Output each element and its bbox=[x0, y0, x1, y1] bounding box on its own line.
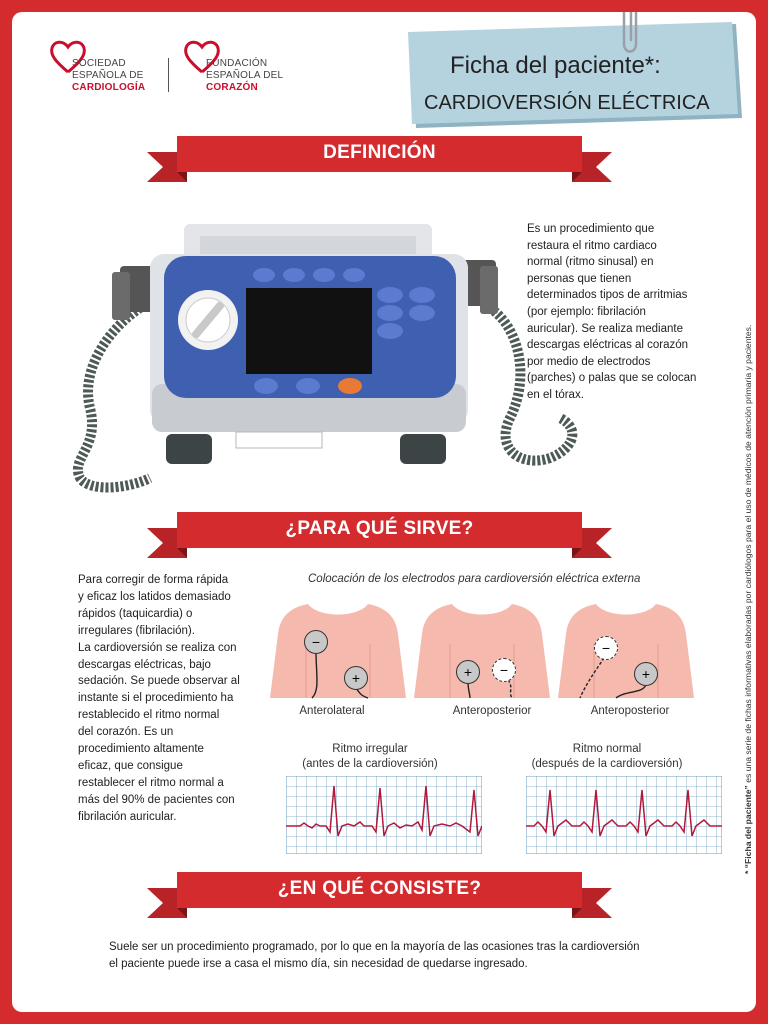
electrode-sign: + bbox=[641, 666, 651, 682]
logo-line: FUNDACIÓN bbox=[206, 58, 268, 69]
text-line: del corazón. Es un bbox=[78, 726, 174, 739]
electrode-label: Anterolateral bbox=[299, 705, 365, 717]
electrode-negative bbox=[594, 636, 618, 660]
ecg-irregular bbox=[286, 776, 482, 854]
text-line: por medio de electrodos bbox=[527, 355, 651, 368]
electrode-sign: + bbox=[463, 664, 473, 680]
electrode-negative bbox=[304, 630, 328, 654]
rhythm-irregular-label bbox=[288, 742, 452, 772]
electrode-positive bbox=[456, 660, 480, 684]
text-line: descargas eléctricas, bajo bbox=[78, 658, 211, 671]
side-note-bold: * “Ficha del paciente” bbox=[743, 785, 753, 874]
text-line: rápidos (taquicardia) o bbox=[78, 607, 193, 620]
consiste-text bbox=[109, 939, 709, 973]
text-line: instante si el procedimiento ha bbox=[78, 692, 234, 705]
text-line: Para corregir de forma rápida bbox=[78, 574, 229, 586]
patient-sheet bbox=[12, 12, 756, 1012]
text-line: en el tórax. bbox=[527, 388, 584, 401]
logo-line: ESPAÑOLA DEL bbox=[206, 70, 284, 81]
text-line: eficaz, que consigue bbox=[78, 759, 183, 772]
text-line: personas que tienen bbox=[527, 272, 632, 285]
defibrillator-illustration bbox=[50, 208, 590, 508]
sec-logo bbox=[48, 38, 158, 98]
text-line: (parches) o palas que se colocan bbox=[527, 372, 697, 385]
torso-anteroposterior-side bbox=[556, 604, 696, 704]
text-line: (después de la cardioversión) bbox=[531, 758, 683, 770]
section-title: DEFINICIÓN bbox=[323, 142, 436, 163]
logo-divider bbox=[168, 58, 169, 92]
side-note bbox=[743, 234, 753, 874]
torso-anteroposterior-front bbox=[412, 604, 552, 704]
electrode-sign: − bbox=[499, 662, 509, 678]
text-line: Ritmo normal bbox=[572, 743, 642, 755]
text-line: auricular). Se realiza mediante bbox=[527, 322, 683, 335]
electrode-positive bbox=[344, 666, 368, 690]
text-line: procedimiento altamente bbox=[78, 743, 204, 756]
torso-anterolateral bbox=[268, 604, 408, 704]
text-line: normal (ritmo sinusal) en bbox=[527, 256, 654, 269]
section-title: ¿PARA QUÉ SIRVE? bbox=[285, 518, 474, 539]
text-line: (por ejemplo: fibrilación bbox=[527, 305, 646, 318]
side-note-text: es una serie de fichas informativas elaboradas por cardiólogos para el uso de médicos de atención primaria y pacientes. bbox=[743, 324, 753, 786]
electrodes-caption: Colocación de los electrodos para cardioversión eléctrica externa bbox=[308, 573, 641, 585]
text-line: el paciente puede irse a casa el mismo día, sin necesidad de quedarse ingresado. bbox=[109, 958, 528, 970]
title-card bbox=[406, 22, 746, 134]
text-line: (antes de la cardioversión) bbox=[302, 758, 438, 770]
text-line: restablecer el ritmo normal a bbox=[78, 776, 224, 789]
electrode-label: Anteroposterior bbox=[590, 705, 670, 717]
text-line: restaura el ritmo cardiaco bbox=[527, 239, 657, 252]
electrode-sign: + bbox=[351, 670, 361, 686]
text-line: Ritmo irregular bbox=[332, 743, 408, 755]
banner-para-que-sirve bbox=[147, 512, 612, 558]
purpose-text bbox=[78, 572, 268, 826]
text-line: sedación. Se puede observar al bbox=[78, 675, 240, 688]
text-line: Suele ser un procedimiento programado, por lo que en la mayoría de las ocasiones tras la cardioversión bbox=[109, 941, 640, 953]
electrode-sign: − bbox=[311, 634, 321, 650]
text-line: irregulares (fibrilación). bbox=[78, 624, 195, 637]
rhythm-normal-label bbox=[520, 742, 694, 772]
electrode-positive bbox=[634, 662, 658, 686]
electrode-label: Anteroposterior bbox=[452, 705, 532, 717]
ecg-normal bbox=[526, 776, 722, 854]
text-line: restablecido el ritmo normal bbox=[78, 709, 220, 722]
paperclip-icon bbox=[616, 12, 646, 60]
banner-definicion bbox=[147, 136, 612, 182]
section-title: ¿EN QUÉ CONSISTE? bbox=[277, 878, 482, 899]
text-line: más del 90% de pacientes con bbox=[78, 793, 235, 806]
text-line: Es un procedimiento que bbox=[527, 223, 655, 235]
text-line: La cardioversión se realiza con bbox=[78, 641, 237, 654]
page-title: Ficha del paciente*: bbox=[450, 52, 661, 79]
logo-line: CARDIOLOGÍA bbox=[72, 82, 146, 93]
logo-line: CORAZÓN bbox=[206, 82, 258, 93]
text-line: descargas eléctricas al corazón bbox=[527, 339, 689, 352]
fec-logo bbox=[182, 38, 292, 98]
definition-text bbox=[527, 221, 727, 404]
text-line: fibrilación auricular. bbox=[78, 810, 177, 823]
electrode-sign: − bbox=[601, 640, 611, 656]
page-subtitle: CARDIOVERSIÓN ELÉCTRICA bbox=[424, 92, 710, 114]
banner-en-que-consiste bbox=[147, 872, 612, 918]
text-line: y eficaz los latidos demasiado bbox=[78, 590, 231, 603]
logo-line: ESPAÑOLA DE bbox=[72, 70, 144, 81]
electrode-negative bbox=[492, 658, 516, 682]
text-line: determinados tipos de arritmias bbox=[527, 289, 688, 302]
logo-line: SOCIEDAD bbox=[72, 58, 126, 69]
